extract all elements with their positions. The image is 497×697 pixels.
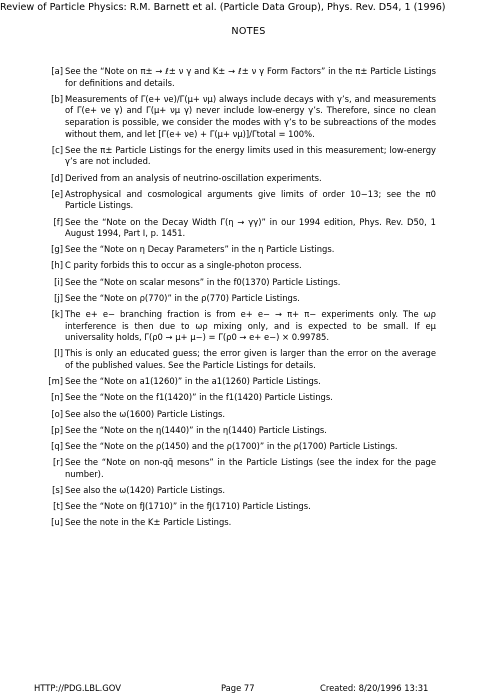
note-item [44, 293, 436, 305]
note-text: See the “Note on η Decay Parameters” in the η Particle Listings. [65, 244, 335, 255]
note-item [44, 173, 436, 185]
note-tag: [g] [51, 244, 63, 255]
note-tag: [t] [53, 501, 63, 512]
note-text: See the “Note on the f1(1420)” in the f1(1420) Particle Listings. [65, 392, 333, 403]
note-text: Measurements of Γ(e+ νe)/Γ(μ+ νμ) always include decays with γ’s, and measurements of Γ(e+ νe γ) and Γ(μ+ νμ γ) never include low-energy γ’s. Therefore, since no clean separation is possible, we consider the modes with γ’s to be subreactions of the modes without them, and let [Γ(e+ νe) + Γ(μ+ νμ)]/Γtotal = 100%. [65, 93, 436, 139]
note-item [44, 260, 436, 272]
note-tag: [f] [53, 216, 63, 227]
note-tag: [c] [51, 144, 63, 155]
note-text: See the “Note on a1(1260)” in the a1(1260) Particle Listings. [65, 376, 321, 387]
note-item [44, 94, 436, 140]
note-tag: [b] [51, 93, 63, 104]
note-tag: [d] [51, 172, 63, 183]
note-item [44, 66, 436, 89]
note-text: The e+ e− branching fraction is from e+ e− → π+ π− experiments only. The ωρ interference is then due to ωρ mixing only, and is expected to be small. If eμ universality holds, Γ(ρ0 → μ+ μ−) = Γ(ρ0 → e+ e−) × 0.99785. [65, 309, 436, 343]
note-text: See the “Note on π± → ℓ± ν γ and K± → ℓ± ν γ Form Factors” in the π± Particle Listings for definitions and details. [65, 66, 436, 88]
note-item [44, 501, 436, 513]
note-text: See the “Note on the ρ(1450) and the ρ(1700)” in the ρ(1700) Particle Listings. [65, 440, 398, 451]
note-text: See also the ω(1600) Particle Listings. [65, 408, 226, 419]
note-item [44, 145, 436, 168]
footer-url[interactable]: HTTP://PDG.LBL.GOV [34, 683, 121, 693]
note-item [44, 244, 436, 256]
note-item [44, 517, 436, 529]
note-text: See the “Note on the η(1440)” in the η(1440) Particle Listings. [65, 424, 327, 435]
note-tag: [i] [54, 276, 63, 287]
page-title: NOTES [231, 26, 266, 37]
page-header: Review of Particle Physics: R.M. Barnett et al. (Particle Data Group), Phys. Rev. D54, 1 (1996) [0, 2, 446, 13]
note-text: This is only an educated guess; the error given is larger than the error on the average of the published values. See the Particle Listings for details. [65, 348, 436, 370]
note-tag: [m] [48, 376, 63, 387]
note-item [44, 217, 436, 240]
note-text: See also the ω(1420) Particle Listings. [65, 484, 226, 495]
note-text: See the “Note on the Decay Width Γ(η → γγ)” in our 1994 edition, Phys. Rev. D50, 1 August 1994, Part I, p. 1451. [65, 216, 436, 239]
note-tag: [k] [51, 309, 63, 320]
note-tag: [o] [51, 408, 63, 419]
note-text: See the note in the K± Particle Listings. [65, 517, 232, 528]
note-item [44, 409, 436, 421]
footer-created-date: Created: 8/20/1996 13:31 [320, 683, 429, 693]
note-item [44, 392, 436, 404]
note-text: See the π± Particle Listings for the energy limits used in this measurement; low-energy γ’s are not included. [65, 144, 436, 167]
note-item [44, 348, 436, 371]
note-tag: [s] [52, 484, 63, 495]
note-item [44, 309, 436, 344]
note-item [44, 189, 436, 212]
note-tag: [h] [51, 260, 63, 271]
note-text: See the “Note on non-qq̄ mesons” in the Particle Listings (see the index for the page number). [65, 457, 436, 479]
note-text: See the “Note on fJ(1710)” in the fJ(1710) Particle Listings. [65, 501, 311, 512]
note-item [44, 277, 436, 289]
note-item [44, 485, 436, 497]
note-text: C parity forbids this to occur as a single-photon process. [65, 260, 302, 271]
footer-page-number: Page 77 [221, 683, 255, 693]
note-tag: [n] [51, 392, 63, 403]
note-tag: [j] [54, 292, 63, 303]
note-item [44, 441, 436, 453]
note-tag: [a] [51, 66, 63, 76]
note-tag: [e] [51, 188, 63, 199]
notes-list [44, 66, 436, 533]
note-tag: [r] [53, 457, 63, 468]
note-tag: [l] [54, 348, 63, 359]
note-tag: [p] [51, 424, 63, 435]
note-text: See the “Note on ρ(770)” in the ρ(770) Particle Listings. [65, 292, 300, 303]
note-text: Derived from an analysis of neutrino-oscillation experiments. [65, 172, 322, 183]
note-item [44, 376, 436, 388]
note-text: See the “Note on scalar mesons” in the f0(1370) Particle Listings. [65, 276, 341, 287]
note-tag: [u] [51, 517, 63, 528]
note-item [44, 425, 436, 437]
note-item [44, 457, 436, 480]
note-tag: [q] [51, 440, 63, 451]
note-text: Astrophysical and cosmological arguments give limits of order 10−13; see the π0 Particle Listings. [65, 188, 436, 211]
